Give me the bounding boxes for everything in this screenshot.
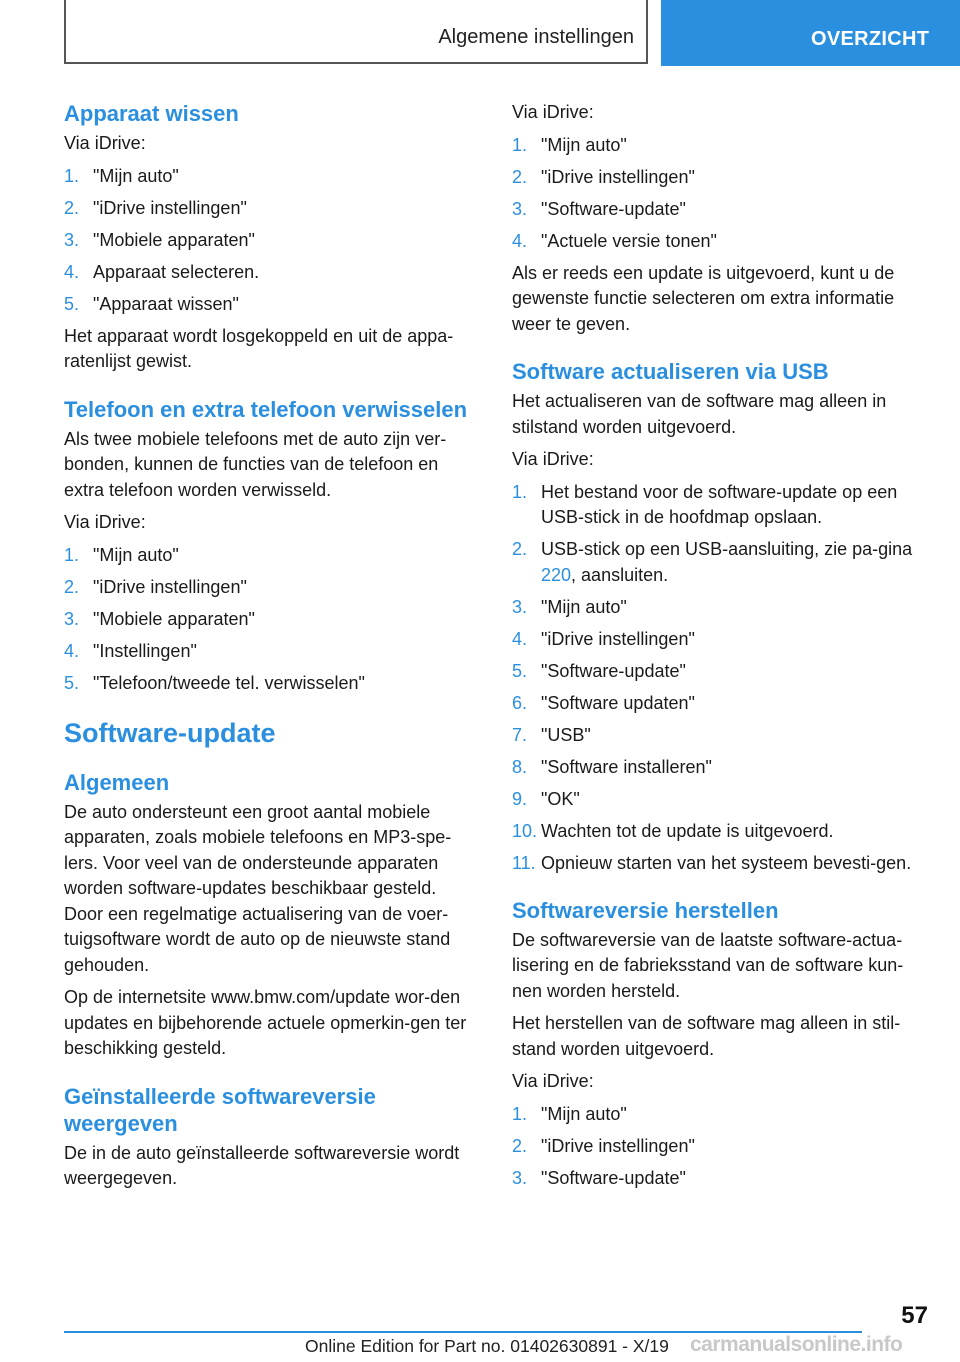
list-item: 3. "Mijn auto" [512, 596, 627, 617]
section-title-software-usb: Software actualiseren via USB [512, 359, 829, 384]
list-item: 9. "OK" [512, 788, 580, 809]
section-title-telefoon-verwisselen: Telefoon en extra telefoon verwisselen [64, 396, 468, 422]
list-item: 2. USB-stick op een USB-aansluiting, zie pa-gina 220, aansluiten. [512, 539, 913, 585]
right-column [512, 100, 924, 1198]
paragraph: Het apparaat wordt losgekoppeld en uit de appa-ratenlijst gewist. [64, 325, 454, 371]
section-title-geinstalleerde-softwareversie: Geïnstalleerde softwareversie weergeven [64, 1083, 376, 1136]
paragraph: Als twee mobiele telefoons met de auto zijn ver-bonden, kunnen de functies van de telefoon en extra telefoon worden verwisseld. [64, 428, 447, 500]
list-item: 1. "Mijn auto" [64, 165, 179, 186]
list-item: 1. "Mijn auto" [64, 544, 179, 565]
via-idrive-label: Via iDrive: [512, 449, 594, 469]
list-item: 3. "Software-update" [512, 198, 686, 219]
list-item: 5. "Software-update" [512, 660, 686, 681]
paragraph: Op de internetsite www.bmw.com/update wor-den updates en bijbehorende actuele opmerkin-gen ter beschikking gesteld. [64, 987, 467, 1058]
list-item: 4. "Instellingen" [64, 640, 197, 661]
list-item: 10. Wachten tot de update is uitgevoerd. [512, 820, 834, 841]
steps-list [64, 543, 476, 697]
via-idrive-label: Via iDrive: [512, 102, 594, 122]
edition-text: Online Edition for Part no. 01402630891 - X/19 [305, 1336, 669, 1356]
left-column [64, 100, 476, 1199]
list-item: 1. "Mijn auto" [512, 134, 627, 155]
paragraph: De in de auto geïnstalleerde softwareversie wordt weergegeven. [64, 1142, 460, 1188]
chapter-title-software-update: Software-update [64, 717, 276, 748]
list-item: 1. "Mijn auto" [512, 1103, 627, 1124]
list-item: 4. "Actuele versie tonen" [512, 230, 717, 251]
steps-list [512, 133, 924, 255]
page-number: 57 [901, 1302, 928, 1329]
header-tab-overzicht[interactable]: OVERZICHT [661, 0, 960, 66]
list-item: 3. "Mobiele apparaten" [64, 229, 255, 250]
list-item: 3. "Mobiele apparaten" [64, 608, 255, 629]
list-item: 7. "USB" [512, 724, 591, 745]
list-item: 2. "iDrive instellingen" [64, 576, 247, 597]
section-title-apparaat-wissen: Apparaat wissen [64, 101, 239, 126]
list-item: 2. "iDrive instellingen" [64, 197, 247, 218]
list-item: 4. "iDrive instellingen" [512, 628, 695, 649]
steps-list [512, 480, 924, 877]
list-item: 11. Opnieuw starten van het systeem bevesti-gen. [512, 852, 912, 873]
page-link-220[interactable]: 220 [541, 564, 572, 585]
paragraph: Het herstellen van de software mag alleen in stil-stand worden uitgevoerd. [512, 1013, 901, 1059]
via-idrive-label: Via iDrive: [64, 133, 146, 153]
page-header [0, 0, 960, 66]
section-title-algemeen: Algemeen [64, 769, 170, 795]
via-idrive-label: Via iDrive: [512, 1071, 594, 1091]
steps-list [64, 164, 476, 318]
list-item: 8. "Software installeren" [512, 756, 712, 777]
list-item: 2. "iDrive instellingen" [512, 1135, 695, 1156]
paragraph: De softwareversie van de laatste software-actua-lisering en de fabrieksstand van de software kun-nen worden hersteld. [512, 929, 904, 1001]
via-idrive-label: Via iDrive: [64, 512, 146, 532]
paragraph: Het actualiseren van de software mag alleen in stilstand worden uitgevoerd. [512, 391, 887, 437]
list-item: 1. Het bestand voor de software-update op een USB-stick in de hoofdmap opslaan. [512, 481, 898, 527]
list-item: 5. "Telefoon/tweede tel. verwisselen" [64, 672, 365, 693]
section-title-softwareversie-herstellen: Softwareversie herstellen [512, 897, 779, 923]
list-item: 3. "Software-update" [512, 1167, 686, 1188]
list-item: 6. "Software updaten" [512, 692, 695, 713]
list-item: 5. "Apparaat wissen" [64, 293, 239, 314]
paragraph: Als er reeds een update is uitgevoerd, kunt u de gewenste functie selecteren om extra informatie weer te geven. [512, 262, 895, 334]
steps-list [512, 1102, 924, 1192]
watermark: carmanualsonline.info [690, 1333, 903, 1356]
list-item: 4. Apparaat selecteren. [64, 261, 260, 282]
paragraph: De auto ondersteunt een groot aantal mobiele apparaten, zoals mobiele telefoons en MP3-spe-lers. Voor veel van de ondersteunde apparaten worden software-updates beschikbaar gesteld. Door een regelmatige actualisering van de voer-tuigsoftware wordt de auto op de nieuwste stand gehouden. [64, 801, 452, 975]
list-item: 2. "iDrive instellingen" [512, 166, 695, 187]
header-section-title: Algemene instellingen [438, 26, 634, 48]
header-section-box [64, 0, 648, 64]
